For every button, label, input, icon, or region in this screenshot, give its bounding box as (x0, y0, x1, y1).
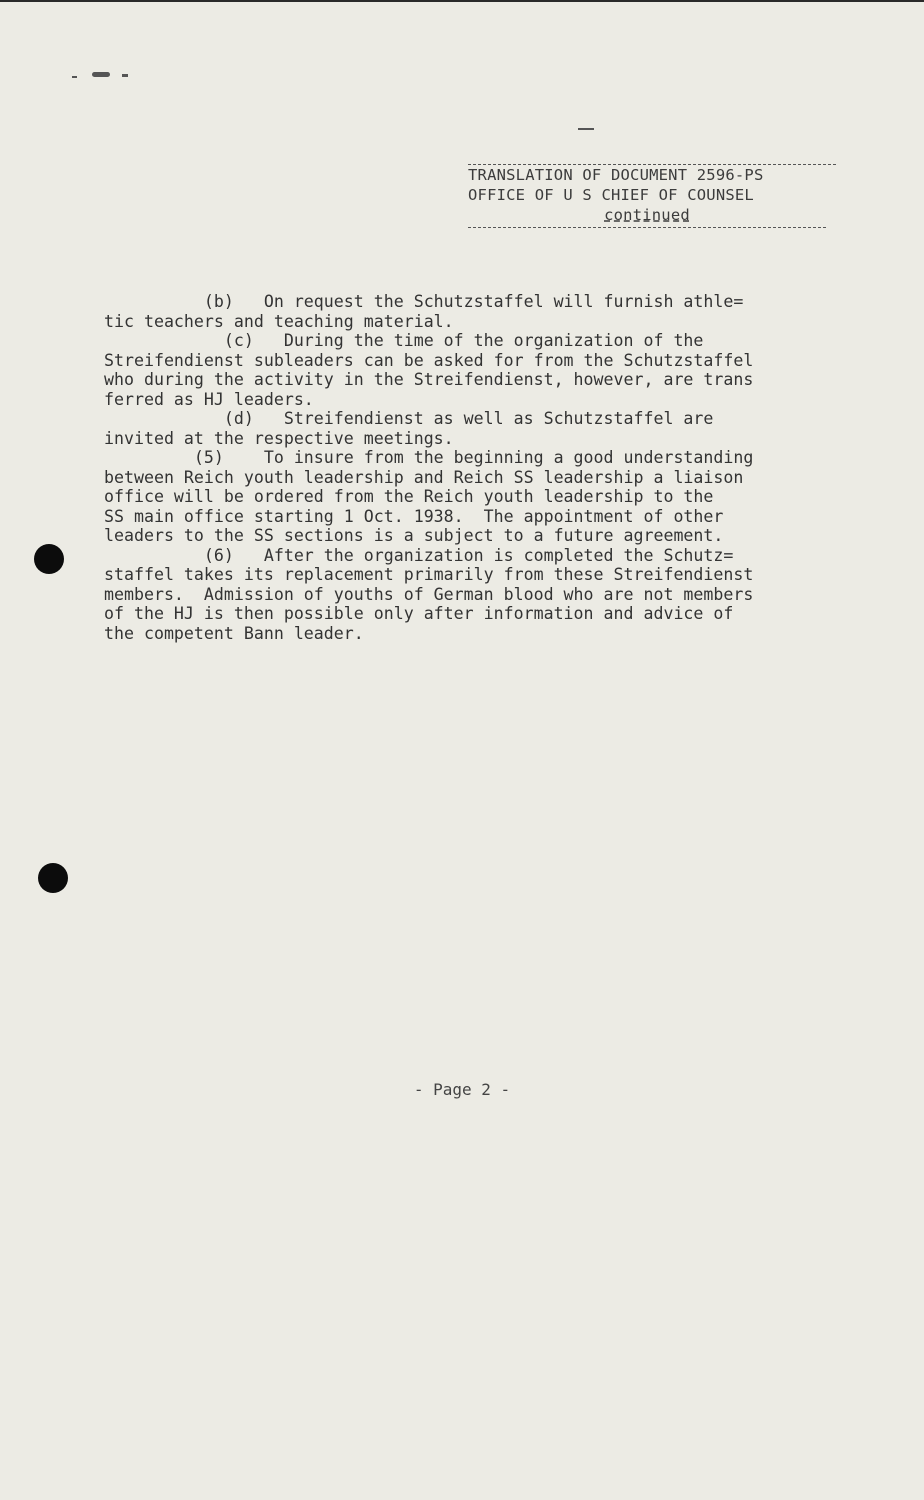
body-line: office will be ordered from the Reich youth leadership to the (104, 487, 714, 506)
body-line: who during the activity in the Streifendienst, however, are trans (104, 370, 754, 389)
punch-hole-bottom (38, 863, 68, 893)
body-line: leaders to the SS sections is a subject to a future agreement. (104, 526, 724, 545)
body-line: (d) Streifendienst as well as Schutzstaffel are (104, 409, 714, 428)
body-line: (5) To insure from the beginning a good understanding (104, 448, 754, 467)
ink-mark (92, 72, 110, 77)
body-line: staffel takes its replacement primarily from these Streifendienst (104, 565, 754, 584)
body-line: (c) During the time of the organization of the (104, 331, 704, 350)
body-line: members. Admission of youths of German blood who are not members (104, 584, 754, 604)
body-line: tic teachers and teaching material. (104, 311, 454, 331)
ink-mark (578, 128, 594, 130)
ink-mark (72, 76, 77, 78)
punch-hole-top (34, 544, 64, 574)
body-line: the competent Bann leader. (104, 623, 364, 643)
ink-mark (122, 74, 128, 77)
page-number: - Page 2 - (413, 1080, 511, 1099)
header-continued-label: continued (604, 206, 690, 224)
document-header (468, 164, 848, 228)
body-line: invited at the respective meetings. (104, 428, 454, 448)
body-line: ferred as HJ leaders. (104, 389, 314, 409)
body-line: Streifendienst subleaders can be asked for from the Schutzstaffel (104, 350, 754, 370)
body-line: of the HJ is then possible only after information and advice of (104, 604, 734, 623)
header-continued (468, 205, 826, 228)
body-line: (6) After the organization is completed the Schutz= (104, 545, 734, 565)
body-line: between Reich youth leadership and Reich SS leadership a liaison (104, 467, 744, 487)
header-office: OFFICE OF U S CHIEF OF COUNSEL (468, 186, 754, 204)
document-body (104, 292, 884, 643)
body-line: SS main office starting 1 Oct. 1938. The appointment of other (104, 506, 724, 526)
body-line: (b) On request the Schutzstaffel will furnish athle= (104, 292, 744, 311)
header-title: TRANSLATION OF DOCUMENT 2596-PS (468, 166, 764, 184)
